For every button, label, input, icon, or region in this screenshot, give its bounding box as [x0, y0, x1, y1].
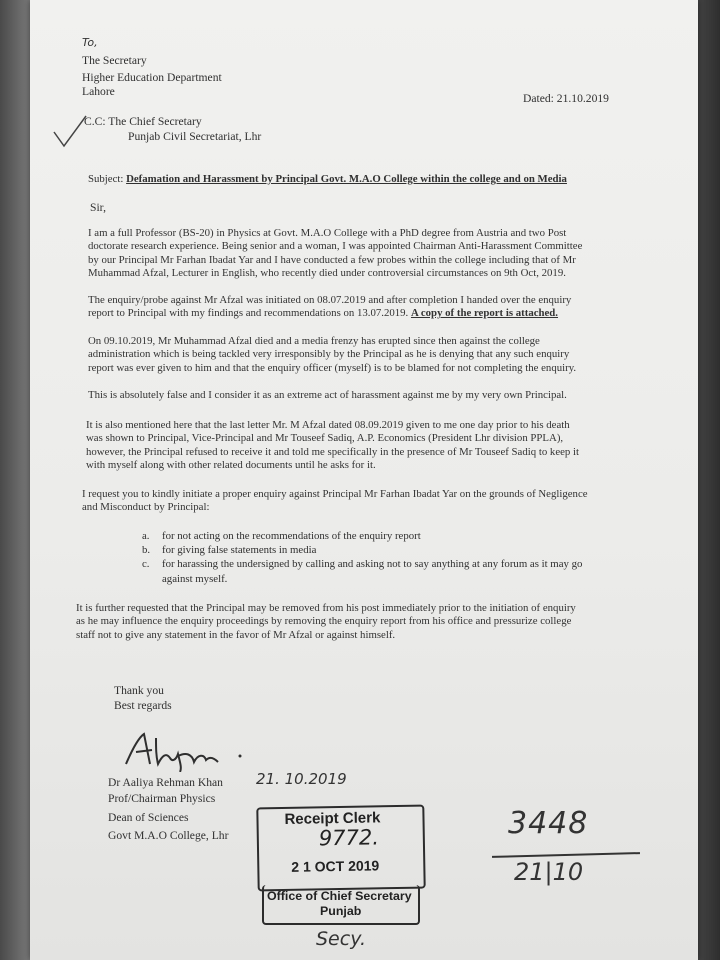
receipt-clerk-stamp: [256, 805, 425, 892]
signer-title: Govt M.A.O College, Lhr: [108, 829, 229, 842]
closing-line: Thank you: [114, 684, 164, 697]
text-line: I request you to kindly initiate a proper enquiry against Principal Mr Farhan Ibadat Yar on the grounds of Negligence: [82, 488, 588, 500]
list-text: for giving false statements in media: [162, 544, 317, 556]
signer-name: Dr Aaliya Rehman Khan: [108, 776, 223, 789]
list-item-c-continued: against myself.: [162, 573, 228, 585]
stamp-title: Receipt Clerk: [284, 809, 381, 828]
subject-text: Defamation and Harassment by Principal Govt. M.A.O College within the college and on Media: [126, 173, 567, 185]
subject-label: Subject:: [88, 173, 124, 185]
stamp-date: 2 1 OCT 2019: [291, 857, 380, 875]
text-line: staff not to give any statement in the favor of Mr Afzal or against himself.: [76, 628, 396, 641]
stamp-office: Office of Chief Secretary: [267, 889, 412, 903]
stamp-initial: Secy.: [316, 928, 367, 950]
text-line: On 09.10.2019, Mr Muhammad Afzal died and a media frenzy has erupted since then against the college: [88, 335, 540, 347]
stamp-office-region: Punjab: [320, 904, 362, 918]
text-line: I am a full Professor (BS-20) in Physics at Govt. M.A.O College with a PhD degree from Austria and two Post: [88, 227, 567, 239]
signer-title: Prof/Chairman Physics: [108, 792, 216, 805]
text-line: by our Principal Mr Farhan Ibadat Yar and I have conducted a few probes within the college including that of Mr: [88, 253, 576, 266]
paragraph-5: [86, 419, 656, 473]
text-line: [88, 307, 648, 320]
list-item-b: [142, 544, 316, 558]
subject: [88, 173, 567, 187]
list-text: for harassing the undersigned by calling and asking not to say anything at any forum as it may go: [162, 558, 583, 570]
cc-line: C.C: The Chief Secretary: [84, 115, 202, 128]
text-line: was shown to Principal, Vice-Principal and Mr Touseef Sadiq, A.P. Economics (President Lhr division PPLA),: [86, 432, 564, 445]
diary-number: 3448: [508, 806, 589, 841]
letter-date: Dated: 21.10.2019: [523, 92, 609, 105]
text-line: The enquiry/probe against Mr Afzal was initiated on 08.07.2019 and after completion I handed over the enquiry: [88, 294, 572, 306]
attachment-note: A copy of the report is attached.: [410, 307, 559, 320]
addressee-line: The Secretary: [82, 54, 147, 67]
signer-title: Dean of Sciences: [108, 811, 189, 824]
text-line: doctorate research experience. Being senior and a woman, I was appointed Chairman Anti-Harassment Committee: [88, 240, 583, 253]
list-marker: b.: [142, 544, 151, 556]
salutation: Sir,: [90, 201, 106, 214]
addressee-line: Lahore: [82, 85, 115, 98]
list-text: for not acting on the recommendations of the enquiry report: [162, 530, 421, 542]
list-item-a: [142, 530, 421, 544]
text-line: with myself along with other related documents until he asks for it.: [86, 459, 376, 472]
text-line: Muhammad Afzal, Lecturer in English, who recently died under controversial circumstances on 9th Oct, 2019.: [88, 267, 566, 280]
list-item-c: [142, 558, 582, 572]
letter-page: [30, 0, 698, 960]
paragraph-4: [88, 389, 658, 402]
list-marker: c.: [142, 558, 150, 570]
signature: [122, 730, 252, 772]
text-line: This is absolutely false and I consider it as an extreme act of harassment against me by my very own Principal.: [88, 389, 567, 401]
text-line: It is also mentioned here that the last letter Mr. M Afzal dated 08.09.2019 given to me one day prior to his death: [86, 419, 570, 431]
paragraph-6: [82, 488, 662, 515]
paragraph-2: [88, 294, 648, 321]
diary-date: 21|10: [514, 858, 584, 886]
to-mark: To,: [82, 36, 98, 49]
paragraph-1: [88, 227, 648, 281]
text-line: as he may influence the enquiry proceedings by removing the enquiry report from his office and pressurize college: [76, 615, 572, 628]
cc-line: Punjab Civil Secretariat, Lhr: [128, 130, 262, 143]
closing-line: Best regards: [114, 699, 172, 712]
text-line: however, the Principal refused to receive it and told me specifically in the presence of Mr Touseef Sadiq to keep it: [86, 445, 580, 458]
text-line: report was ever given to him and that the enquiry officer (myself) is to be blamed for not completing the enquiry.: [88, 361, 577, 374]
handwritten-date: 21. 10.2019: [256, 770, 347, 788]
text-segment: report to Principal with my findings and recommendations on 13.07.2019.: [88, 307, 409, 320]
paragraph-7: [76, 602, 676, 642]
text-line: It is further requested that the Principal may be removed from his post immediately prior to the initiation of enquiry: [76, 602, 576, 614]
list-marker: a.: [142, 530, 150, 542]
paragraph-3: [88, 335, 648, 375]
text-line: and Misconduct by Principal:: [82, 501, 210, 514]
addressee-line: Higher Education Department: [82, 71, 222, 84]
office-stamp: [262, 885, 420, 925]
stamp-number: 9772.: [318, 825, 380, 851]
text-line: administration which is being tackled very irresponsibly by the Principal as he is denying that any such enquiry: [88, 348, 570, 361]
